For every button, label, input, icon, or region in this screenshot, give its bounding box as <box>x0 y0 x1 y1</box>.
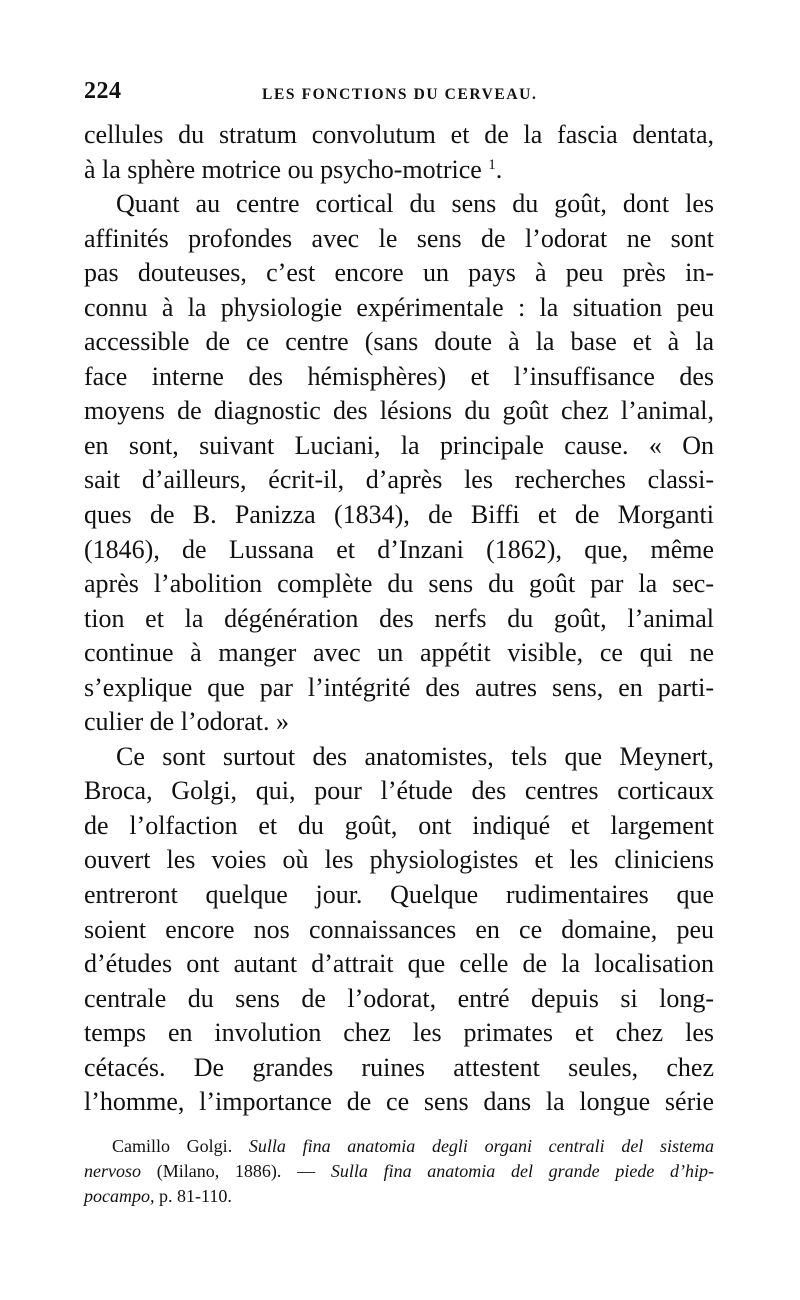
text-line: affinités profondes avec le sens de l’odorat ne sont <box>84 223 714 253</box>
footnote-reference: 1 <box>488 156 496 173</box>
page-header <box>84 78 720 108</box>
text-line: centrale du sens de l’odorat, entré depuis si long- <box>84 983 714 1013</box>
text-line: pas douteuses, c’est encore un pays à peu près in- <box>84 258 714 288</box>
text-line: continue à manger avec un appétit visible, ce qui ne <box>84 638 714 668</box>
text-line: après l’abolition complète du sens du goût par la sec- <box>84 569 714 599</box>
footnote-line <box>84 1134 714 1159</box>
text-line: en sont, suivant Luciani, la principale cause. « On <box>84 430 714 460</box>
text-line: accessible de ce centre (sans doute à la base et à la <box>84 327 714 357</box>
text-line: cellules du stratum convolutum et de la fascia dentata, <box>84 120 714 149</box>
footnote-line <box>84 1184 714 1209</box>
running-head: LES FONCTIONS DU CERVEAU. <box>262 86 538 103</box>
paragraph-start-line: Quant au centre cortical du sens du goût, dont les <box>116 189 714 219</box>
text-line: de l’olfaction et du goût, ont indiqué et largement <box>84 810 714 840</box>
footnote-pages: p. 81-110. <box>159 1186 232 1206</box>
footnote <box>84 1134 714 1209</box>
text-line: (1846), de Lussana et d’Inzani (1862), que, même <box>84 534 714 564</box>
text-line: temps en involution chez les primates et chez les <box>84 1018 714 1048</box>
text-line: moyens de diagnostic des lésions du goût chez l’animal, <box>84 396 714 426</box>
text-line: l’homme, l’importance de ce sens dans la longue série <box>84 1087 714 1117</box>
page-number: 224 <box>84 78 122 104</box>
text-line: sait d’ailleurs, écrit-il, d’après les recherches classi- <box>84 465 714 495</box>
text-line: entreront quelque jour. Quelque rudimentaires que <box>84 880 714 910</box>
text-line: soient encore nos connaissances en ce domaine, peu <box>84 914 714 944</box>
footnote-title: Sulla fina anatomia degli organi centrali del sistema <box>248 1136 714 1156</box>
text-line: cétacés. De grandes ruines attestent seules, chez <box>84 1052 714 1082</box>
text-line: ques de B. Panizza (1834), de Biffi et de Morganti <box>84 500 714 530</box>
text-line: culier de l’odorat. » <box>84 707 290 737</box>
footnote-publication: (Milano, 1886). <box>156 1161 282 1181</box>
text-line: connu à la physiologie expérimentale : la situation peu <box>84 292 714 322</box>
text-line: Broca, Golgi, qui, pour l’étude des centres corticaux <box>84 776 714 806</box>
footnote-line <box>84 1159 714 1184</box>
footnote-second-title: Sulla fina anatomia del grande piede d’hip- <box>330 1161 715 1181</box>
footnote-title-continued: nervoso <box>84 1161 141 1181</box>
text-line: d’études ont autant d’attrait que celle de la localisation <box>84 949 714 979</box>
text-line: face interne des hémisphères) et l’insuffisance des <box>84 361 714 391</box>
footnote-dash: — <box>297 1161 316 1181</box>
text-line-end: . <box>495 154 503 184</box>
footnote-second-title-continued: pocampo, <box>84 1186 155 1206</box>
text-line: ouvert les voies où les physiologistes et les cliniciens <box>84 845 714 875</box>
paragraph-start-line: Ce sont surtout des anatomistes, tels que Meynert, <box>116 741 714 771</box>
text-line: s’explique que par l’intégrité des autres sens, en parti- <box>84 672 714 702</box>
text-line: tion et la dégénération des nerfs du goût, l’animal <box>84 603 714 633</box>
body-text <box>84 118 714 1120</box>
text-line-content: à la sphère motrice ou psycho-motrice <box>84 154 482 184</box>
text-line <box>84 153 714 188</box>
footnote-author: Camillo Golgi. <box>112 1136 233 1156</box>
